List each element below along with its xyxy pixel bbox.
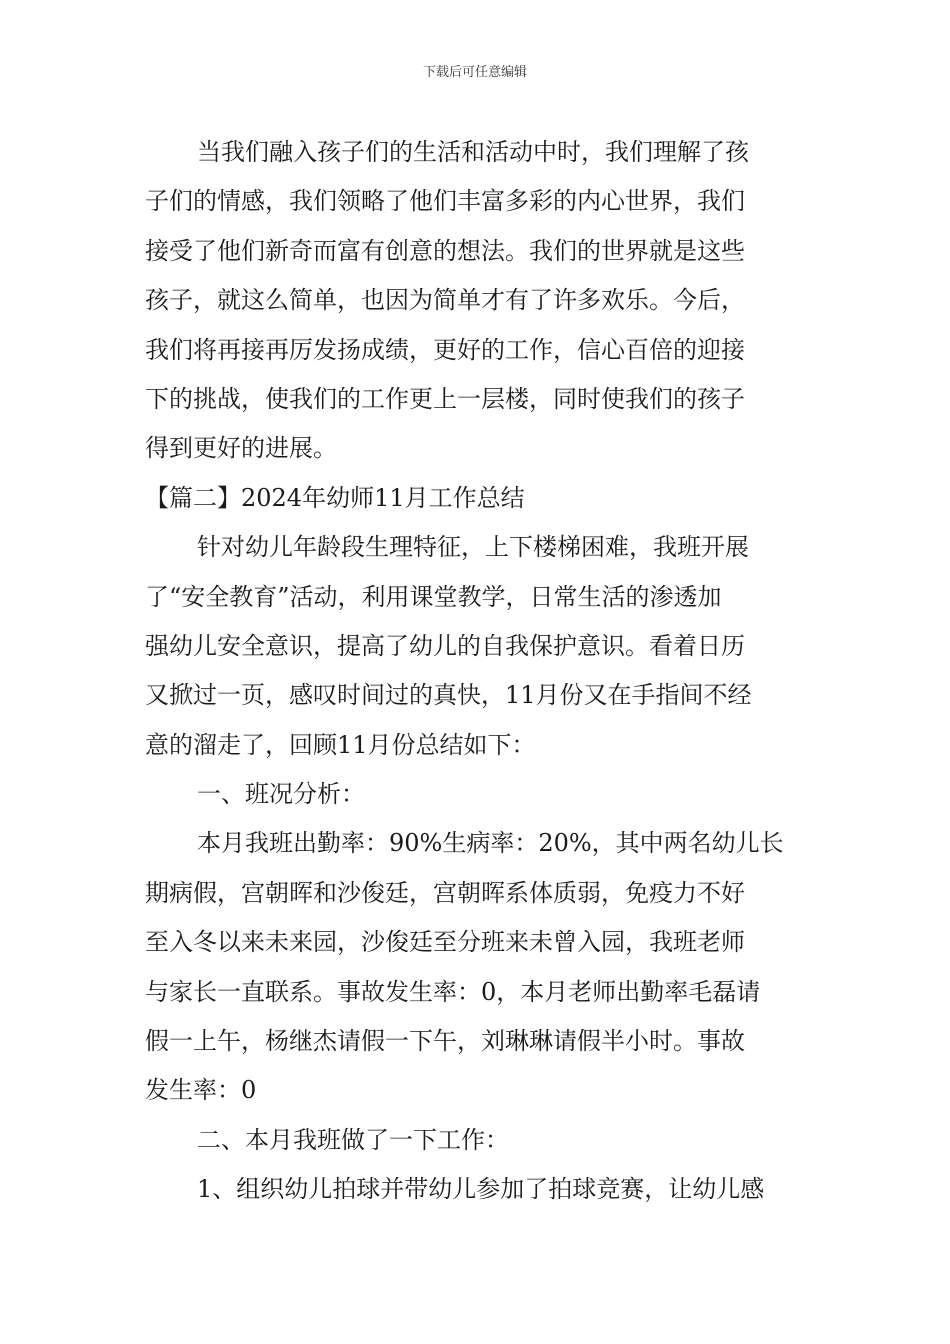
paragraph-line: 了“安全教育”活动，利用课堂教学，日常生活的渗透加 bbox=[145, 582, 722, 611]
paragraph-line: 本月我班出勤率：90%生病率：20%，其中两名幼儿长 bbox=[197, 829, 784, 858]
subsection-heading: 二、本月我班做了一下工作： bbox=[197, 1125, 509, 1154]
paragraph-line: 又掀过一页，感叹时间过的真快，11月份又在手指间不经 bbox=[145, 681, 752, 710]
page-header: 下载后可任意编辑 bbox=[422, 65, 527, 80]
section-heading: 【篇二】2024年幼师11月工作总结 bbox=[145, 483, 525, 512]
paragraph-line: 1、组织幼儿拍球并带幼儿参加了拍球竞赛，让幼儿感 bbox=[197, 1175, 765, 1204]
paragraph-line: 得到更好的进展。 bbox=[145, 434, 337, 463]
paragraph-line: 与家长一直联系。事故发生率：0，本月老师出勤率毛磊请 bbox=[145, 977, 761, 1006]
paragraph-line: 强幼儿安全意识，提高了幼儿的自我保护意识。看着日历 bbox=[145, 631, 745, 660]
paragraph-line: 下的挑战，使我们的工作更上一层楼，同时使我们的孩子 bbox=[145, 384, 745, 413]
paragraph-line: 当我们融入孩子们的生活和活动中时，我们理解了孩 bbox=[197, 138, 749, 166]
paragraph-line: 针对幼儿年龄段生理特征，上下楼梯困难，我班开展 bbox=[197, 533, 749, 562]
paragraph-line: 孩子，就这么简单，也因为简单才有了许多欢乐。今后， bbox=[145, 286, 745, 315]
paragraph-line: 假一上午，杨继杰请假一下午，刘琳琳请假半小时。事故 bbox=[145, 1027, 745, 1056]
paragraph-line: 接受了他们新奇而富有创意的想法。我们的世界就是这些 bbox=[145, 236, 745, 265]
paragraph-line: 发生率：0 bbox=[145, 1076, 257, 1105]
paragraph-line: 子们的情感，我们领略了他们丰富多彩的内心世界，我们 bbox=[145, 187, 745, 216]
paragraph-line: 至入冬以来未来园，沙俊廷至分班来未曾入园，我班老师 bbox=[145, 928, 745, 957]
paragraph-line: 我们将再接再厉发扬成绩，更好的工作，信心百倍的迎接 bbox=[145, 335, 745, 364]
document-body bbox=[145, 128, 810, 1215]
subsection-heading: 一、班况分析： bbox=[197, 780, 365, 809]
paragraph-line: 意的溜走了，回顾11月份总结如下： bbox=[145, 730, 536, 759]
paragraph-line: 期病假，宫朝晖和沙俊廷，宫朝晖系体质弱，免疫力不好 bbox=[145, 878, 745, 907]
